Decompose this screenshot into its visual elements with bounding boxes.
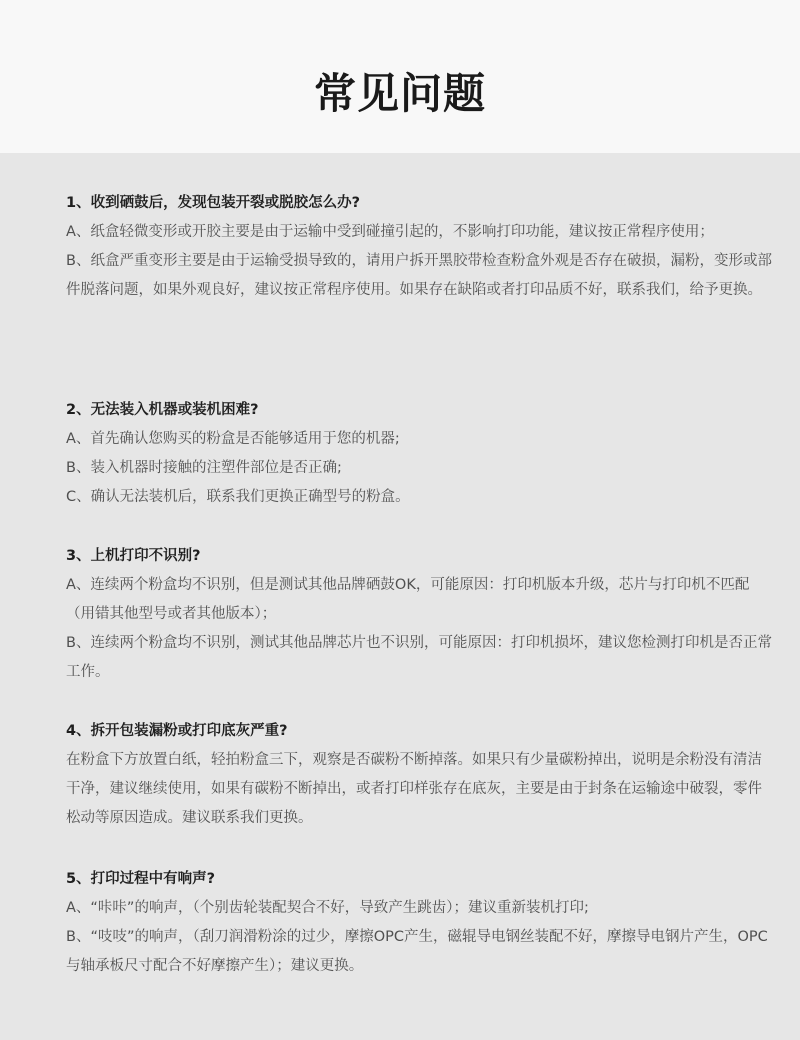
faq-answer: C、确认无法装机后，联系我们更换正确型号的粉盒。 — [66, 489, 410, 505]
faq-section — [0, 153, 800, 1040]
faq-item — [66, 542, 772, 687]
faq-answer: B、“吱吱”的响声，（刮刀润滑粉涂的过少，摩擦OPC产生，磁辊导电钢丝装配不好，摩擦导电钢片产生，OPC与轴承板尺寸配合不好摩擦产生）；建议更换。 — [66, 929, 768, 974]
faq-answer: A、纸盒轻微变形或开胶主要是由于运输中受到碰撞引起的，不影响打印功能，建议按正常程序使用； — [66, 224, 714, 240]
faq-question: 5、打印过程中有响声? — [66, 871, 215, 887]
faq-answer: A、“咔咔”的响声，（个别齿轮装配契合不好，导致产生跳齿）；建议重新装机打印; — [66, 900, 589, 916]
page-header — [0, 0, 800, 153]
faq-answer: B、连续两个粉盒均不识别，测试其他品牌芯片也不识别，可能原因：打印机损坏，建议您检测打印机是否正常工作。 — [66, 635, 772, 680]
faq-answer: 在粉盒下方放置白纸，轻拍粉盒三下，观察是否碳粉不断掉落。如果只有少量碳粉掉出，说明是余粉没有清洁干净，建议继续使用，如果有碳粉不断掉出，或者打印样张存在底灰，主要是由于封条在运输途中破裂，零件松动等原因造成。建议联系我们更换。 — [66, 752, 762, 826]
faq-answer: A、首先确认您购买的粉盒是否能够适用于您的机器; — [66, 431, 400, 447]
faq-answer: B、纸盒严重变形主要是由于运输受损导致的，请用户拆开黑胶带检查粉盒外观是否存在破损，漏粉，变形或部件脱落问题，如果外观良好，建议按正常程序使用。如果存在缺陷或者打印品质不好，联系我们，给予更换。 — [66, 253, 772, 298]
faq-item — [66, 189, 772, 305]
faq-answer: A、连续两个粉盒均不识别，但是测试其他品牌硒鼓OK，可能原因：打印机版本升级，芯片与打印机不匹配（用错其他型号或者其他版本）； — [66, 577, 750, 622]
page-title: 常见问题 — [313, 69, 486, 118]
faq-question: 3、上机打印不识别? — [66, 548, 201, 564]
faq-question: 1、收到硒鼓后，发现包装开裂或脱胶怎么办? — [66, 195, 360, 211]
faq-question: 4、拆开包装漏粉或打印底灰严重? — [66, 723, 288, 739]
faq-item — [66, 865, 772, 981]
faq-item — [66, 717, 772, 833]
faq-answer: B、装入机器时接触的注塑件部位是否正确; — [66, 460, 342, 476]
faq-question: 2、无法装入机器或装机困难? — [66, 402, 259, 418]
faq-item — [66, 396, 772, 512]
